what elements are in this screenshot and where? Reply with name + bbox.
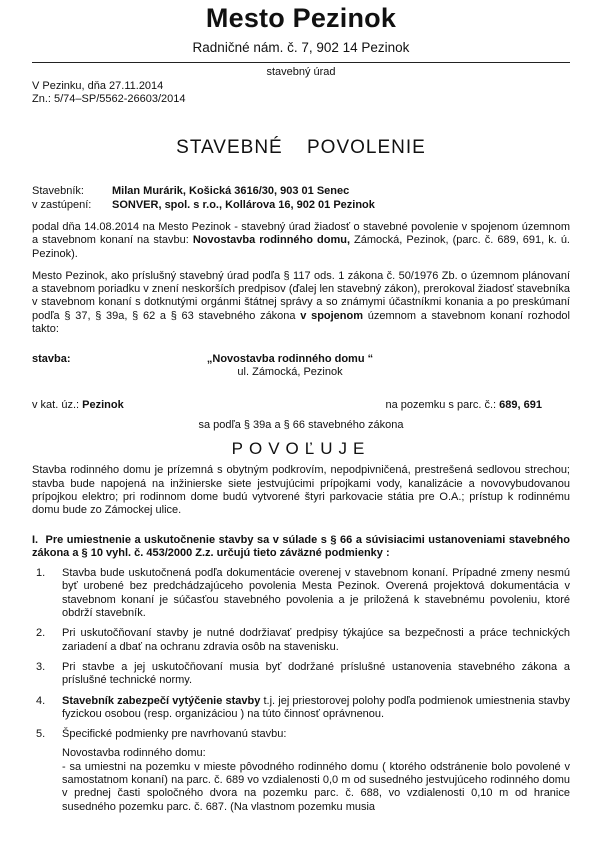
reference-number: Zn.: 5/74–SP/5562-26603/2014 bbox=[32, 93, 186, 105]
construction-name: „Novostavba rodinného domu “ bbox=[206, 353, 374, 366]
condition-item: 4. Stavebník zabezpečí vytýčenie stavby t.j. jej priestorovej polohy podľa podmienok umiestnenia stavby fyzickou osobou (resp. organizáciou ) na túto činnosť oprávnenou. bbox=[36, 694, 570, 720]
description-paragraph: Stavba rodinného domu je prízemná s obytným podkrovím, nepodpivničená, prestrešená sedlovou strechou; stavba bude napojená na inžinierske siete jestvujúcimi prípojkami vody, kanalizácie a novovybudovanou prípojkou elektro; pri rodinnom dome budú vytvorené štyri parkovacie státia pre O.A.; prístup k rodinnému domu bude zo Zámockej ulice. bbox=[32, 464, 570, 517]
builder-label: Stavebník: bbox=[32, 185, 84, 197]
office-name: stavebný úrad bbox=[266, 66, 336, 78]
parties-block bbox=[32, 184, 570, 212]
document-title: STAVEBNÉ POVOLENIE bbox=[176, 137, 426, 158]
authority-paragraph: Mesto Pezinok, ako príslušný stavebný úrad podľa § 117 ods. 1 zákona č. 50/1976 Zb. o územnom plánovaní a stavebnom poriadku v znení neskorších predpisov (ďalej len stavebný zákon), prerokoval žiadosť stavebníka v stavebnom konaní s dotknutými orgánmi štátnej správy a so známymi účastníkmi konania a po preskúmaní podľa § 37, § 39a, § 62 a § 63 stavebného zákona v spojenom územnom a stavebnom konaní rozhodol takto: bbox=[32, 269, 570, 336]
sub-condition-text: - sa umiestni na pozemku v mieste pôvodného rodinného domu ( ktorého odstránenie bolo povolené v samostatnom konaní) na parc. č. 689 vo vzdialenosti 0,0 m od susedného jestvujúceho rodinného domu v prednej časti spoločného dvora na pozemku parc. č. 688, vo vzdialenosti 0,10 m od hranice susedného pozemku parc. č. 687. (Na vlastnom pozemku musia bbox=[62, 760, 570, 813]
condition-item: 3. Pri stavbe a jej uskutočňovaní musia byť dodržané príslušné ustanovenia stavebného zákona a príslušné technické normy. bbox=[36, 660, 570, 687]
document-page bbox=[0, 3, 600, 853]
condition-item: 5. Špecifické podmienky pre navrhovanú stavbu: Novostavba rodinného domu: - sa umiestni na pozemku v mieste pôvodného rodinného domu ( ktorého odstránenie bolo povolené v samostatnom konaní) na parc. č. 689 vo vzdialenosti 0,0 m od susedného jestvujúceho rodinného domu v prednej časti spoločného dvora na pozemku parc. č. 688, vo vzdialenosti 0,10 m od hranice susedného pozemku parc. č. 687. (Na vlastnom pozemku musia bbox=[36, 728, 570, 813]
section-heading: I. Pre umiestnenie a uskutočnenie stavby sa v súlade s § 66 a súvisiacimi ustanoveniami stavebného zákona a § 10 vyhl. č. 453/2000 Z.z. určujú tieto záväzné podmienky : bbox=[32, 533, 570, 559]
construction-street: ul. Zámocká, Pezinok bbox=[237, 366, 343, 379]
agent-value: SONVER, spol. s r.o., Kollárova 16, 902 01 Pezinok bbox=[112, 199, 375, 211]
sub-condition-title: Novostavba rodinného domu: bbox=[62, 747, 206, 760]
header-divider bbox=[32, 62, 570, 63]
legal-basis: sa podľa § 39a a § 66 stavebného zákona bbox=[198, 419, 404, 432]
construction-label: stavba: bbox=[32, 353, 71, 366]
municipality-title: Mesto Pezinok bbox=[205, 3, 397, 33]
condition-item: 2. Pri uskutočňovaní stavby je nutné dodržiavať predpisy týkajúce sa bezpečnosti a práce technických zariadení a dbať na ochranu zdravia osôb na stavenisku. bbox=[36, 627, 570, 653]
construction-block bbox=[32, 353, 570, 379]
builder-value: Milan Murárik, Košická 3616/30, 903 01 Senec bbox=[112, 185, 350, 197]
condition-item: 1. Stavba bude uskutočnená podľa dokumentácie overenej v stavebnom konaní. Prípadné zmeny nesmú byť urobené bez predchádzajúceho povolenia Mesta Pezinok. Overená projektová dokumentácia v stavebnom konaní je súčasťou stavebného povolenia a je priložená k stavebnému povoleniu, ktoré obdrží stavebník. bbox=[36, 567, 570, 620]
document-meta bbox=[32, 80, 570, 106]
parcel-line bbox=[32, 399, 570, 411]
agent-label: v zastúpení: bbox=[32, 199, 92, 211]
municipality-address: Radničné nám. č. 7, 902 14 Pezinok bbox=[192, 40, 410, 55]
cadastral-area: v kat. úz.: Pezinok bbox=[32, 399, 124, 412]
parcel-numbers: na pozemku s parc. č.: 689, 691 bbox=[385, 399, 542, 412]
decision-heading: POVOĽUJE bbox=[231, 439, 371, 459]
application-paragraph: podal dňa 14.08.2014 na Mesto Pezinok - stavebný úrad žiadosť o stavebné povolenie v spojenom územnom a stavebnom konaní na stavbu: Novostavba rodinného domu, Zámocká, Pezinok, (parc. č. 689, 691, k. ú. Pezinok). bbox=[32, 221, 570, 260]
place-date: V Pezinku, dňa 27.11.2014 bbox=[32, 80, 164, 92]
